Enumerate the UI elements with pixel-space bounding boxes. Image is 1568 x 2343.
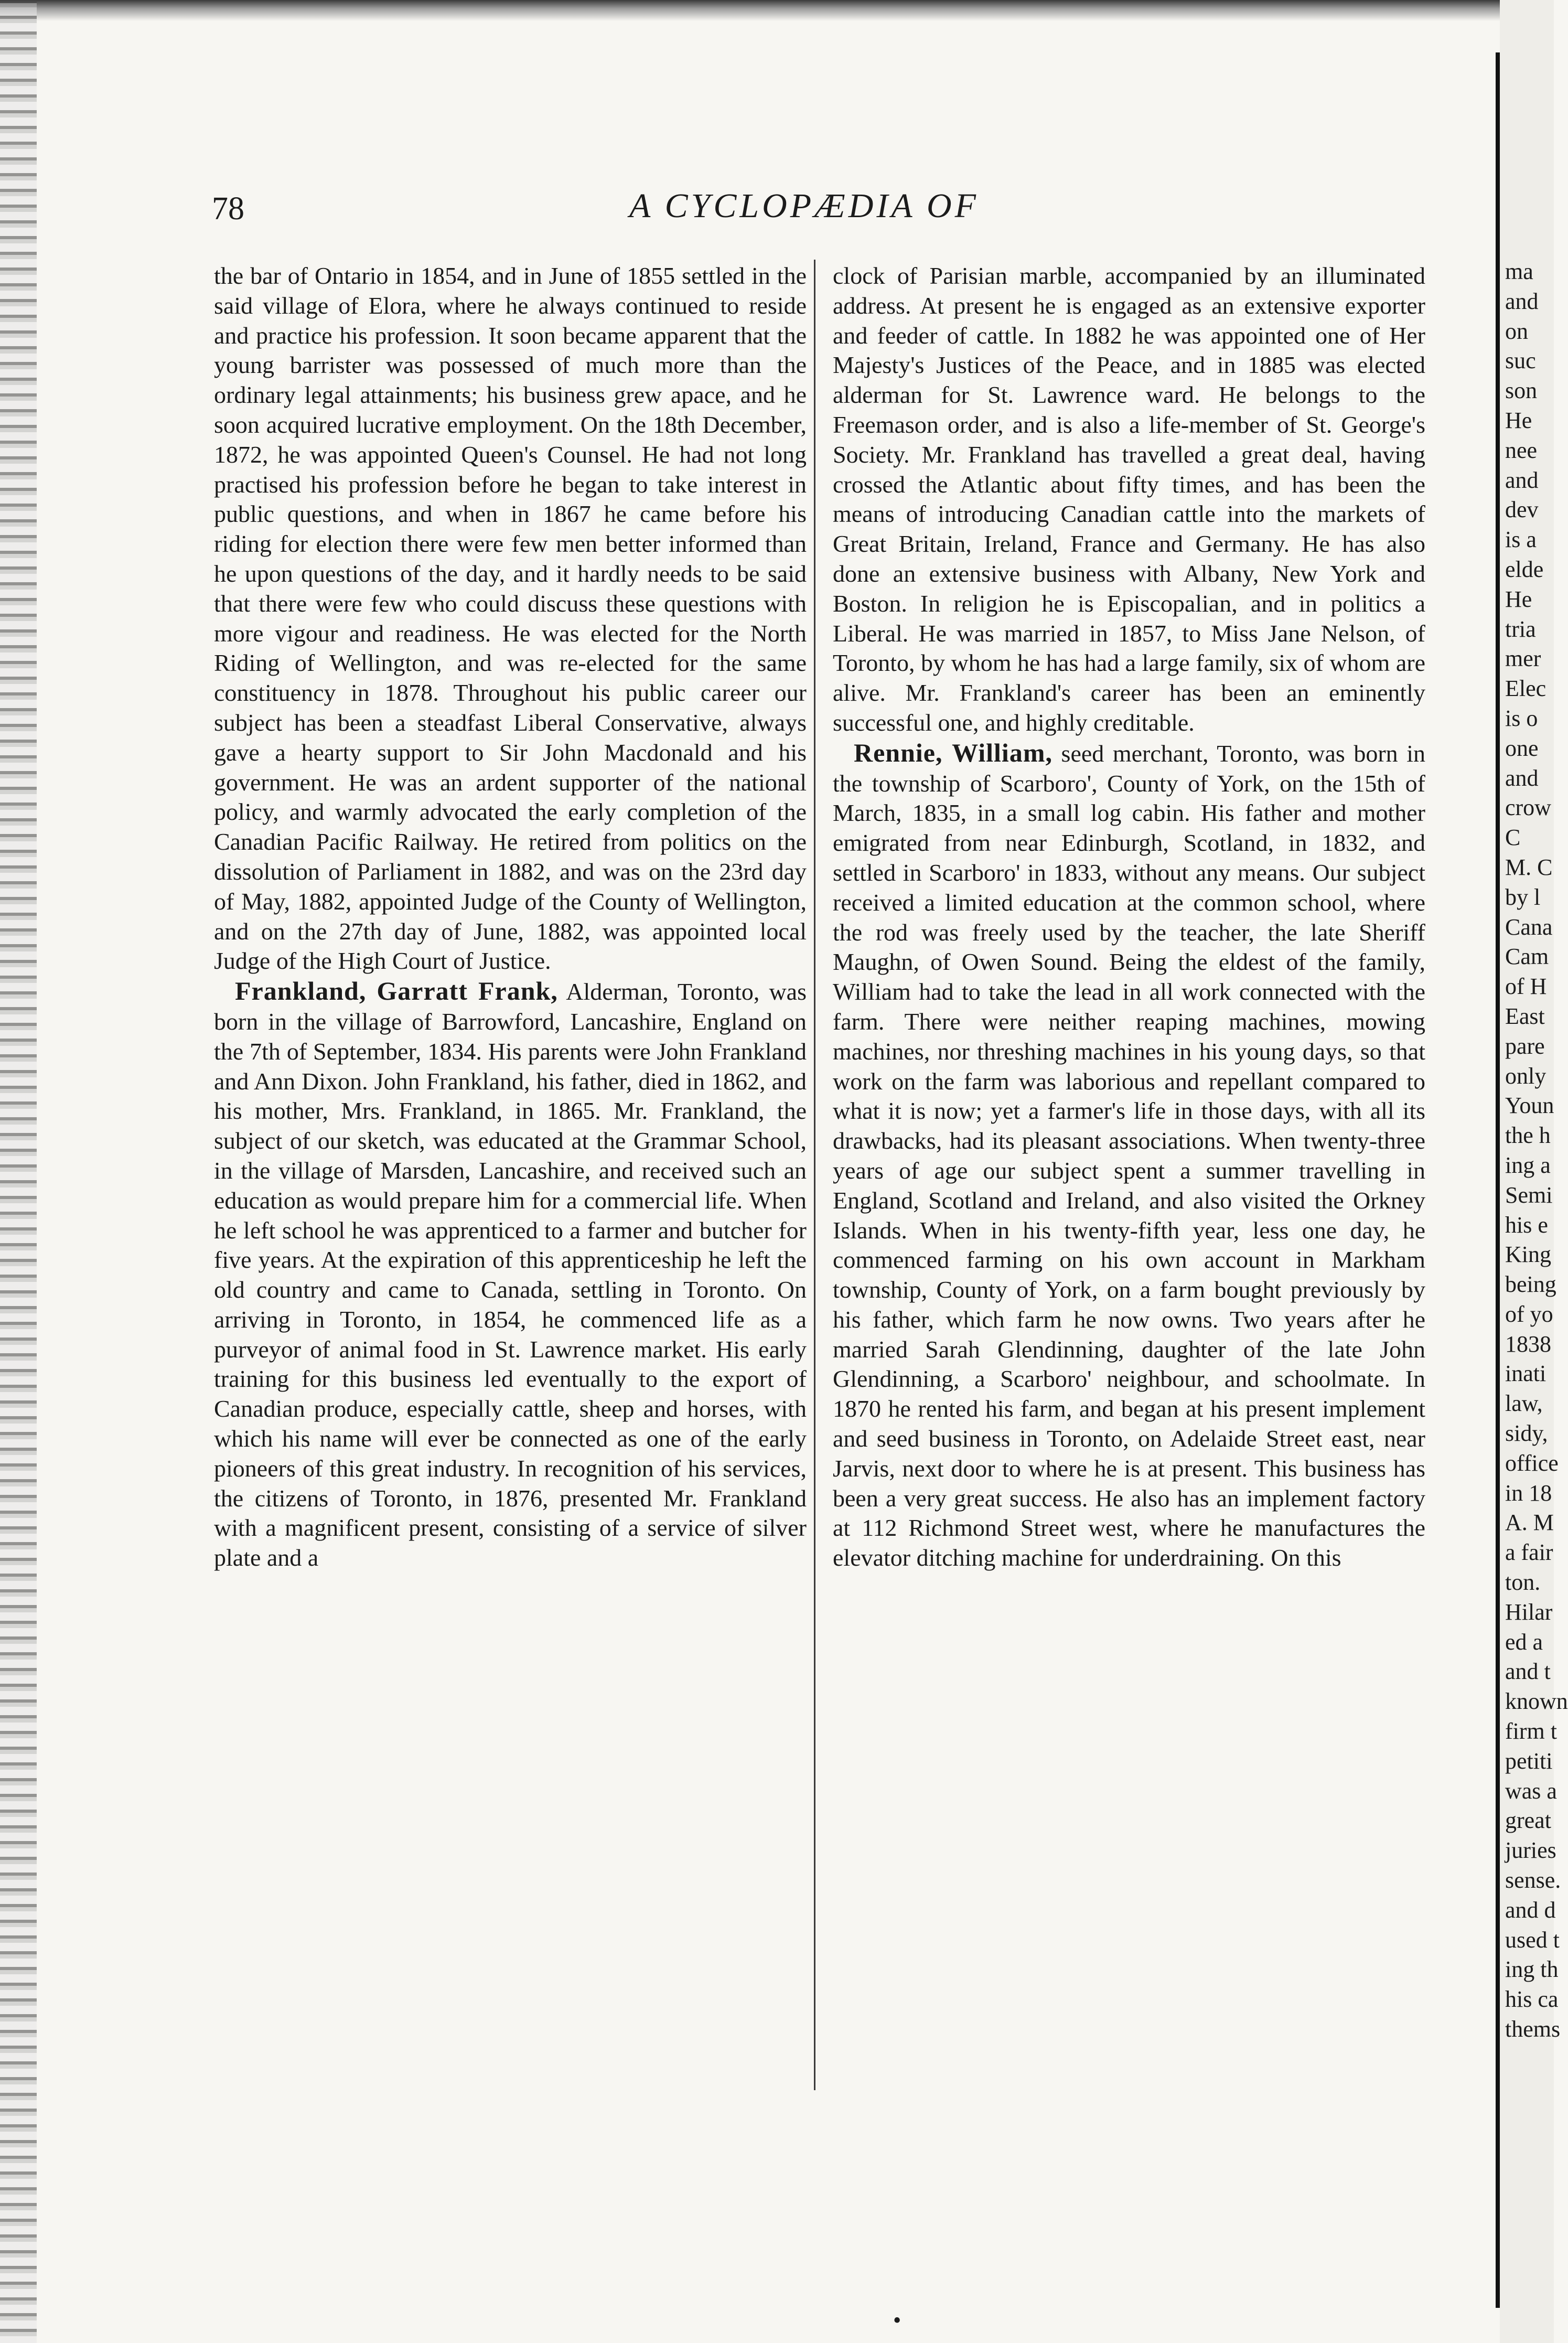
fragment-line: and d xyxy=(1505,1897,1556,1923)
footer-mark: • xyxy=(892,2310,903,2332)
page-number: 78 xyxy=(212,191,244,227)
fragment-line: was a xyxy=(1505,1778,1557,1804)
fragment-line: juries xyxy=(1505,1837,1556,1864)
fragment-line: 1838 xyxy=(1505,1331,1551,1357)
binding-edge xyxy=(0,0,37,2343)
entry-text: seed merchant, Toronto, was born in the township of Scarboro', County of York, on the 15th of March, 1835, in a small log cabin. His father and mother emigrated from near Edinburgh, Scotland, in 1832, and settled in Scarboro' in 1833, without any means. Our subject received a limited education at the common school, where the rod was freely used by the teacher, the late Sheriff Maughn, of Owen Sound. Being the eldest of the family, William had to take the lead in all work connected with the farm. There were neither reaping machines, mowing machines, nor threshing machines in his young days, so that work on the farm was laborious and repellant compared to what it is now; yet a farmer's life in those days, with all its drawbacks, had its pleasant associations. When twenty-three years of age our subject spent a summer travelling in England, Scotland and Ireland, and also visited the Orkney Islands. When in his twenty-fifth year, less one day, he commenced farming on his own account in Markham township, County of York, on a farm bought previously by his father, which farm he now owns. Two years after he married Sarah Glendinning, daughter of the late John Glendinning, a Scarboro' neighbour, and schoolmate. In 1870 he rented his farm, and began at his present implement and seed business in Toronto, on Adelaide Street east, near Jarvis, next door to where he is at present. This business has been a very great success. He also has an implement factory at 112 Richmond Street west, where he manufactures the elevator ditching machine for underdraining. On this xyxy=(833,740,1426,1571)
fragment-line: dev xyxy=(1505,497,1539,523)
fragment-line: He xyxy=(1505,586,1532,612)
fragment-line: inati xyxy=(1505,1361,1546,1387)
fragment-line: ing a xyxy=(1505,1152,1551,1178)
fragment-line: known xyxy=(1505,1688,1568,1715)
fragment-line: on xyxy=(1505,318,1528,344)
fragment-line: thems xyxy=(1505,2016,1561,2042)
adjacent-page-fragments xyxy=(1505,257,1568,2045)
fragment-line: mer xyxy=(1505,646,1541,672)
page-gutter-line xyxy=(1496,52,1500,2308)
continuation-paragraph: the bar of Ontario in 1854, and in June of 1855 settled in the said village of Elora, where he always continued to reside and practice his profession. It soon became apparent that the young barrister was possessed of much more than the ordinary legal attainments; his business grew apace, and he soon acquired lucrative employment. On the 18th December, 1872, he was appointed Queen's Counsel. He had not long practised his profession before he began to take interest in public questions, and when in 1867 he came before his riding for election there were few men better informed than he upon questions of the day, and it hardly needs to be said that there were few who could discuss these questions with more vigour and readiness. He was elected for the North Riding of Wellington, and was re-elected for the same constituency in 1878. Throughout his public career our subject has been a steadfast Liberal Conservative, always gave a hearty support to Sir John Macdonald and his government. He was an ardent supporter of the national policy, and warmly advocated the early completion of the Canadian Pacific Railway. He retired from politics on the dissolution of Parliament in 1882, and was on the 23rd day of May, 1882, appointed Judge of the County of Wellington, and on the 27th day of June, 1882, was appointed local Judge of the High Court of Justice. xyxy=(214,262,807,975)
fragment-line: Semi xyxy=(1505,1182,1553,1208)
running-head: A CYCLOPÆDIA OF xyxy=(629,187,979,225)
fragment-line: petiti xyxy=(1505,1748,1553,1774)
fragment-line: sidy, xyxy=(1505,1420,1548,1447)
fragment-line: ton. xyxy=(1505,1569,1541,1596)
fragment-line: Cana xyxy=(1505,914,1553,940)
fragment-line: Elec xyxy=(1505,676,1546,702)
left-column xyxy=(214,261,807,1573)
fragment-line: M. C xyxy=(1505,854,1553,880)
fragment-line: by l xyxy=(1505,884,1541,910)
fragment-line: son xyxy=(1505,378,1538,404)
fragment-line: ed a xyxy=(1505,1629,1543,1655)
fragment-line: nee xyxy=(1505,437,1538,463)
fragment-line: office xyxy=(1505,1450,1559,1476)
fragment-line: firm t xyxy=(1505,1718,1557,1745)
fragment-line: his e xyxy=(1505,1212,1548,1238)
fragment-line: suc xyxy=(1505,348,1536,374)
fragment-line: pare xyxy=(1505,1033,1545,1059)
fragment-line: A. M xyxy=(1505,1510,1554,1536)
fragment-line: Hilar xyxy=(1505,1599,1553,1625)
fragment-line: He xyxy=(1505,407,1532,433)
fragment-line: law, xyxy=(1505,1390,1543,1417)
fragment-line: elde xyxy=(1505,556,1544,582)
fragment-line: tria xyxy=(1505,616,1536,642)
fragment-line: sense. xyxy=(1505,1867,1561,1893)
fragment-line: and xyxy=(1505,765,1539,791)
fragment-line: one xyxy=(1505,735,1539,761)
fragment-line: King xyxy=(1505,1242,1551,1268)
column-rule xyxy=(814,260,815,2090)
entry-name: Rennie, William, xyxy=(854,737,1053,767)
fragment-line: used t xyxy=(1505,1927,1560,1953)
fragment-line: Cam xyxy=(1505,944,1549,970)
fragment-line: being xyxy=(1505,1271,1556,1298)
fragment-line: and xyxy=(1505,288,1539,314)
fragment-line: Youn xyxy=(1505,1093,1554,1119)
continuation-paragraph: clock of Parisian marble, accompanied by an illuminated address. At present he is engaged as an extensive exporter and feeder of cattle. In 1882 he was appointed one of Her Majesty's Justices of the Peace, and in 1885 was elected alderman for St. Lawrence ward. He belongs to the Freemason order, and is also a life-member of St. George's Society. Mr. Frankland has travelled a great deal, having crossed the Atlantic about fifty times, and has been the means of introducing Canadian cattle into the markets of Great Britain, Ireland, France and Germany. He has also done an extensive business with Albany, New York and Boston. In religion he is Episcopalian, and in politics a Liberal. He was married in 1857, to Miss Jane Nelson, of Toronto, by whom he has had a large family, six of whom are alive. Mr. Frankland's career has been an eminently successful one, and highly creditable. xyxy=(833,262,1425,736)
entry-name: Frankland, Garratt Frank, xyxy=(235,976,558,1006)
entry-rennie xyxy=(833,738,1425,1573)
fragment-line: of H xyxy=(1505,973,1547,1000)
fragment-line: of yo xyxy=(1505,1301,1553,1327)
fragment-line: ma xyxy=(1505,259,1533,284)
fragment-line: and t xyxy=(1505,1659,1551,1685)
fragment-line: ing th xyxy=(1505,1956,1559,1983)
entry-text: Alderman, Toronto, was born in the village of Barrowford, Lancashire, England on the 7th of September, 1834. His parents were John Frankland and Ann Dixon. John Frankland, his father, died in 1862, and his mother, Mrs. Frankland, in 1865. Mr. Frankland, the subject of our sketch, was educated at the Grammar School, in the village of Marsden, Lancashire, and received such an education as would prepare him for a commercial life. When he left school he was apprenticed to a farmer and butcher for five years. At the expiration of this apprenticeship he left the old country and came to Canada, settling in Toronto. On arriving in Toronto, in 1854, he commenced life as a purveyor of animal food in St. Lawrence market. His early training for this business led eventually to the export of Canadian produce, especially cattle, sheep and horses, with which his name will ever be connected as one of the early pioneers of this great industry. In recognition of his services, the citizens of Toronto, in 1876, presented Mr. Frankland with a magnificent present, consisting of a service of silver plate and a xyxy=(214,978,807,1571)
fragment-line: and xyxy=(1505,467,1539,493)
fragment-line: the h xyxy=(1505,1122,1551,1149)
fragment-line: a fair xyxy=(1505,1539,1553,1566)
fragment-line: great xyxy=(1505,1807,1551,1834)
fragment-line: his ca xyxy=(1505,1986,1559,2013)
fragment-line: crow xyxy=(1505,795,1551,821)
entry-frankland xyxy=(214,976,807,1573)
scan-top-edge xyxy=(0,0,1554,21)
fragment-line: only xyxy=(1505,1063,1546,1089)
middle-column xyxy=(833,261,1425,1573)
fragment-line: C xyxy=(1505,825,1521,851)
fragment-line: East xyxy=(1505,1003,1545,1029)
fragment-line: is a xyxy=(1505,527,1537,553)
fragment-line: is o xyxy=(1505,705,1538,731)
fragment-line: in 18 xyxy=(1505,1480,1552,1506)
